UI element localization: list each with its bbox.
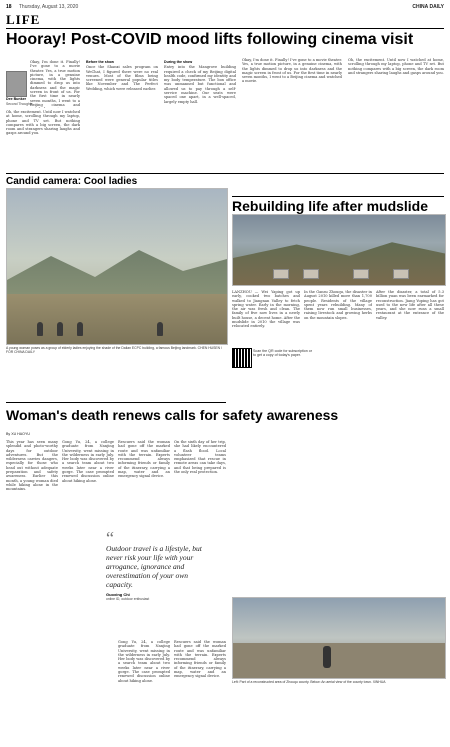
divider-story3: [232, 196, 444, 197]
divider-story4: [6, 402, 226, 403]
story4-col4: On the sixth day of her trip, she had likely encountered a flash flood. Local volunteer teams emphasized that rescue in remote areas can take days, and that being prepared is the only real protection.: [174, 440, 226, 475]
divider-1: [6, 173, 444, 174]
page-date: Thursday, August 13, 2020: [18, 4, 79, 10]
story2-headline: Candid camera: Cool ladies: [6, 176, 138, 187]
story3-col3: After the disaster, a total of 5.3 billion yuan was been earmarked for reconstruction. Jiang Yuping has got used to the new life after all these years, and she now runs a small restaurant at the entrance of the valley.: [376, 290, 444, 320]
main-headline: Hooray! Post-COVID mood lifts following cinema visit: [6, 31, 414, 48]
page-number: 18: [6, 4, 12, 10]
story3-col1: LANZHOU — Wei Yaping got up early, cooked two batches and walked to Jiangnan Valley to fetch spring water. Early in the morning, the air was fresh and clean. The family of five now lives in a newly built house, a decent home. After the mudslide in 2010 the village was relocated entirely.: [232, 290, 300, 329]
quote-mark-icon: “: [106, 528, 114, 548]
pull-quote-author: Guoxing Chi: [106, 592, 130, 597]
pull-quote: [106, 528, 216, 601]
columnist-role: Second Thoughts: [6, 102, 33, 106]
story1-col1: Okay, I'm done it. Finally! I've gone to a movie theater. Yes, a true motion picture, in a genuine cinema, with the lights dimmed to drop us into darkness and the magic screen in front of us. For the first time in nearly seven months, I went to a Beijing cinema and: [30, 60, 80, 107]
story1-subhead-during: During the show: [164, 60, 193, 64]
story4-byline: By XU HAOYU: [6, 432, 30, 436]
pull-quote-text: Outdoor travel is a lifestyle, but never risk your life with your arrogance, ignorance and overestimation of your own capacity.: [106, 544, 202, 589]
story1-col3: Once the Shanxi sales program on WeChat, I figured there were no real venues. Most of the films being screened were general popular titles like November and The Perfect Wedding, which were released earlier.: [86, 65, 158, 91]
story3-headline: Rebuilding life after mudslide: [232, 198, 429, 214]
story1-col5: Okay, I'm done it. Finally! I've gone to a movie theater. Yes, a true motion picture, in a genuine cinema, with the lights dimmed to drop us into darkness and the magic screen in front of us. For the first time in nearly seven months, I went to a Beijing cinema and watched a movie.: [242, 58, 342, 84]
story1-col4: Entry into the Mangrove building required a check of my Beijing digital health code, confirmed my identity and my body temperature. The box office was unmanned but functional and allowed us to pay through a self-service machine. Our seats were spaced one apart, in a well-spaced, largely empty hall.: [164, 65, 236, 104]
story4-col3: Rescuers said the woman had gone off the marked route and was unfamiliar with the terrain. Experts recommend always informing friends or family of the itinerary, carrying a map, water and an emergency signal device.: [118, 440, 170, 479]
story3-caption: Left: Part of a reconstructed area of Zhouqu county. Below: An aerial view of the county town. XINHUA: [232, 680, 386, 684]
story4-col2: Gong Yu, 24, a college graduate from Nanjing University, went missing in the wilderness in early July. Her body was discovered by a search team about two weeks later near a river gorge. The case prompted renewed discussion online about hiking alone.: [62, 440, 114, 483]
story2-caption: A young woman poses as a group of elderly ladies enjoying the shade of the Dalian ECPC building, a famous Beijing landmark. CHEN HUSEN / FOR CHINA DAILY: [6, 346, 222, 354]
story1-col6: Oh, the excitement. Until now I watched at home, scrolling through my laptop, phone and TV set. But nothing compares with a big screen, the dark room and strangers sharing laughs and gasps around you.: [348, 58, 444, 75]
columnist-avatar: [6, 71, 27, 97]
page-header: [6, 4, 444, 14]
reconstruction-photo: [232, 597, 446, 679]
story4-col6: Rescuers said the woman had gone off the marked route and was unfamiliar with the terrain. Experts recommend always informing friends or family of the itinerary, carrying a map, water and an emergency signal device.: [174, 640, 226, 679]
section-divider: [6, 28, 444, 29]
story1-col4-wrap: [164, 58, 236, 173]
cool-ladies-photo: [6, 188, 228, 345]
qr-note: Scan the QR code for subscription or to get a copy of today's paper.: [253, 349, 312, 358]
story1-col2: Oh, the excitement. Until now I watched at home, scrolling through my laptop, phone and TV set. But nothing compares with a big screen, the dark room and strangers sharing laughs and gasps around you.: [6, 110, 80, 136]
masthead: CHINA DAILY: [412, 4, 444, 10]
columnist-name: Dee Bunker: [6, 97, 26, 101]
pull-quote-role: online ID, outdoor enthusiast: [106, 597, 150, 601]
story4-col1: This year has seen many splendid and photo-worthy days for outdoor adventures. But the wilderness carries dangers, especially for those who head out without adequate preparation and safety awareness. Earlier this month, a young woman died while hiking alone in the mountains.: [6, 440, 58, 492]
story4-headline: Woman's death renews calls for safety awareness: [6, 407, 339, 423]
story4-col5: Gong Yu, 24, a college graduate from Nanjing University, went missing in the wilderness in early July. Her body was discovered by a search team about two weeks later near a river gorge. The case prompted renewed discussion online about hiking alone.: [118, 640, 170, 683]
section-title: LIFE: [6, 12, 41, 27]
story1-subhead-before: Before the show: [86, 60, 114, 64]
story1-col3-wrap: [86, 58, 158, 173]
story3-col2: In the Gansu Zhouqu, the disaster in August 2010 killed more than 1,700 people. Residents of the village spent years rebuilding. Many of them now run small businesses, raising livestock and growing herbs on the mountain slopes.: [304, 290, 372, 320]
mudslide-aerial-photo: [232, 214, 446, 286]
